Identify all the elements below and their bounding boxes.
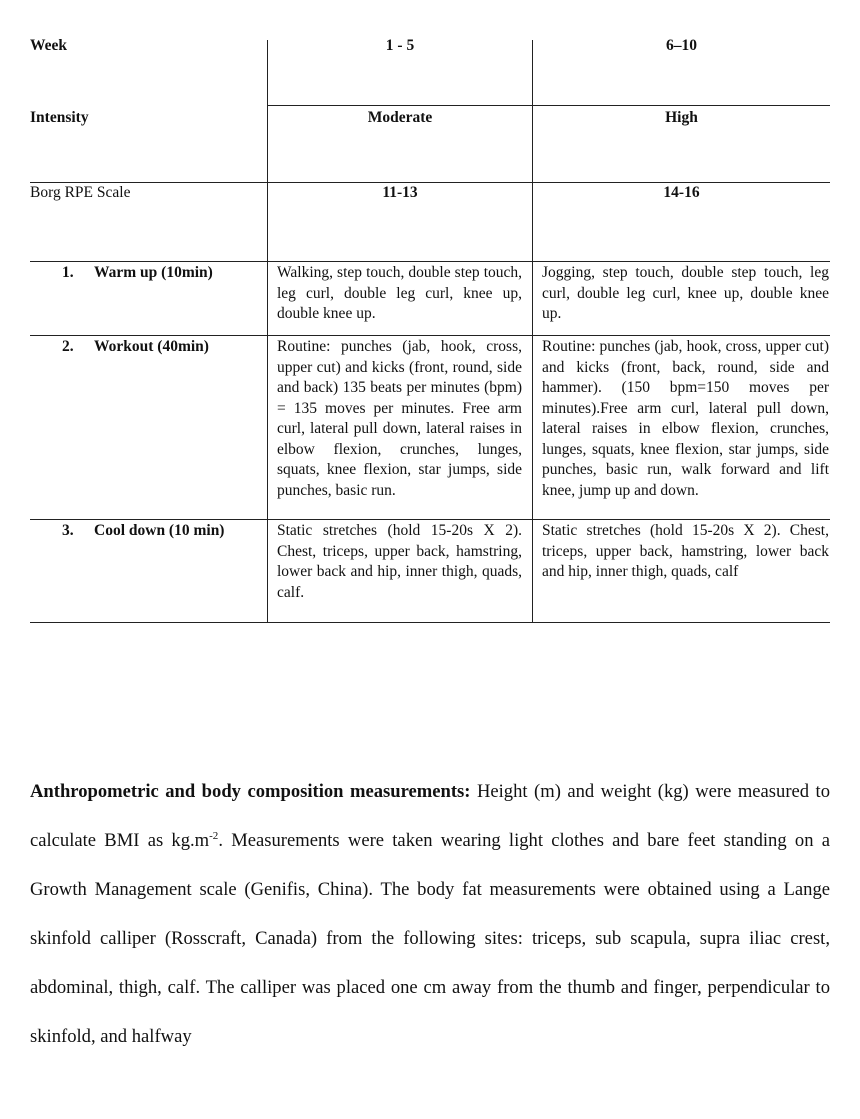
table-rule (30, 261, 830, 262)
row-title: Warm up (10min) (94, 264, 213, 281)
table-rule (30, 622, 830, 623)
table-rule (30, 519, 830, 520)
borg-label: Borg RPE Scale (30, 184, 131, 201)
workout-moderate-text: Routine: punches (jab, hook, cross, upper cut) and kicks (front, round, side and back) 135 beats per minutes (bpm) = 135 moves per minutes. Free arm curl, lateral pull down, lateral raises in elbow flexion, crunches, lunges, squats, knee flexion, star jumps, side punches, basic run. (277, 338, 522, 499)
section-heading: Anthropometric and body composition measurements: (30, 780, 471, 802)
superscript: -2 (209, 829, 219, 842)
warmup-moderate-text: Walking, step touch, double step touch, leg curl, double leg curl, knee up, double knee up. (277, 264, 522, 322)
borg-range-1: 11-13 (382, 184, 418, 201)
workout-high-text: Routine: punches (jab, hook, cross, upper cut) and kicks (front, back, round, side and hammer). (150 bpm=150 moves per minutes).Free arm curl, lateral pull down, lateral raises in elbow flexion, crunches, lunges, squats, knee flexion, star jumps, side punches, basic run, walk forward and lift knee, jump up and down. (542, 338, 829, 499)
paragraph-text: Height (m) and weight (kg) were measured to calculate BMI as kg.m (30, 780, 831, 851)
row-title: Workout (40min) (94, 338, 209, 355)
row-number: 2. (62, 338, 74, 355)
intensity-label: Intensity (30, 109, 89, 126)
table-rule (267, 105, 830, 106)
warmup-high-text: Jogging, step touch, double step touch, leg curl, double leg curl, knee up, double knee up. (542, 264, 829, 322)
row-number: 3. (62, 522, 74, 539)
row-number: 1. (62, 264, 74, 281)
body-paragraph (30, 767, 830, 1061)
intensity-high: High (665, 109, 698, 126)
table-rule (30, 335, 830, 336)
row-title: Cool down (10 min) (94, 522, 225, 539)
cooldown-high-text: Static stretches (hold 15-20s X 2). Chest, triceps, upper back, hamstring, lower back and hip, inner thigh, quads, calf (542, 522, 829, 580)
week-label: Week (30, 37, 68, 54)
week-range-1: 1 - 5 (385, 37, 415, 54)
week-range-2: 6–10 (666, 37, 697, 54)
paragraph-text: . Measurements were taken wearing light clothes and bare feet standing on a Growth Management scale (Genifis, China). The body fat measurements were obtained using a Lange skinfold calliper (Rosscraft, Canada) from the following sites: triceps, sub scapula, supra iliac crest, abdominal, thigh, calf. The calliper was placed one cm away from the thumb and finger, perpendicular to skinfold, and halfway (30, 829, 831, 1047)
borg-range-2: 14-16 (663, 184, 700, 201)
cooldown-moderate-text: Static stretches (hold 15-20s X 2). Chest, triceps, upper back, hamstring, lower back and hip, inner thigh, quads, calf. (277, 522, 522, 601)
intensity-moderate: Moderate (367, 109, 433, 126)
